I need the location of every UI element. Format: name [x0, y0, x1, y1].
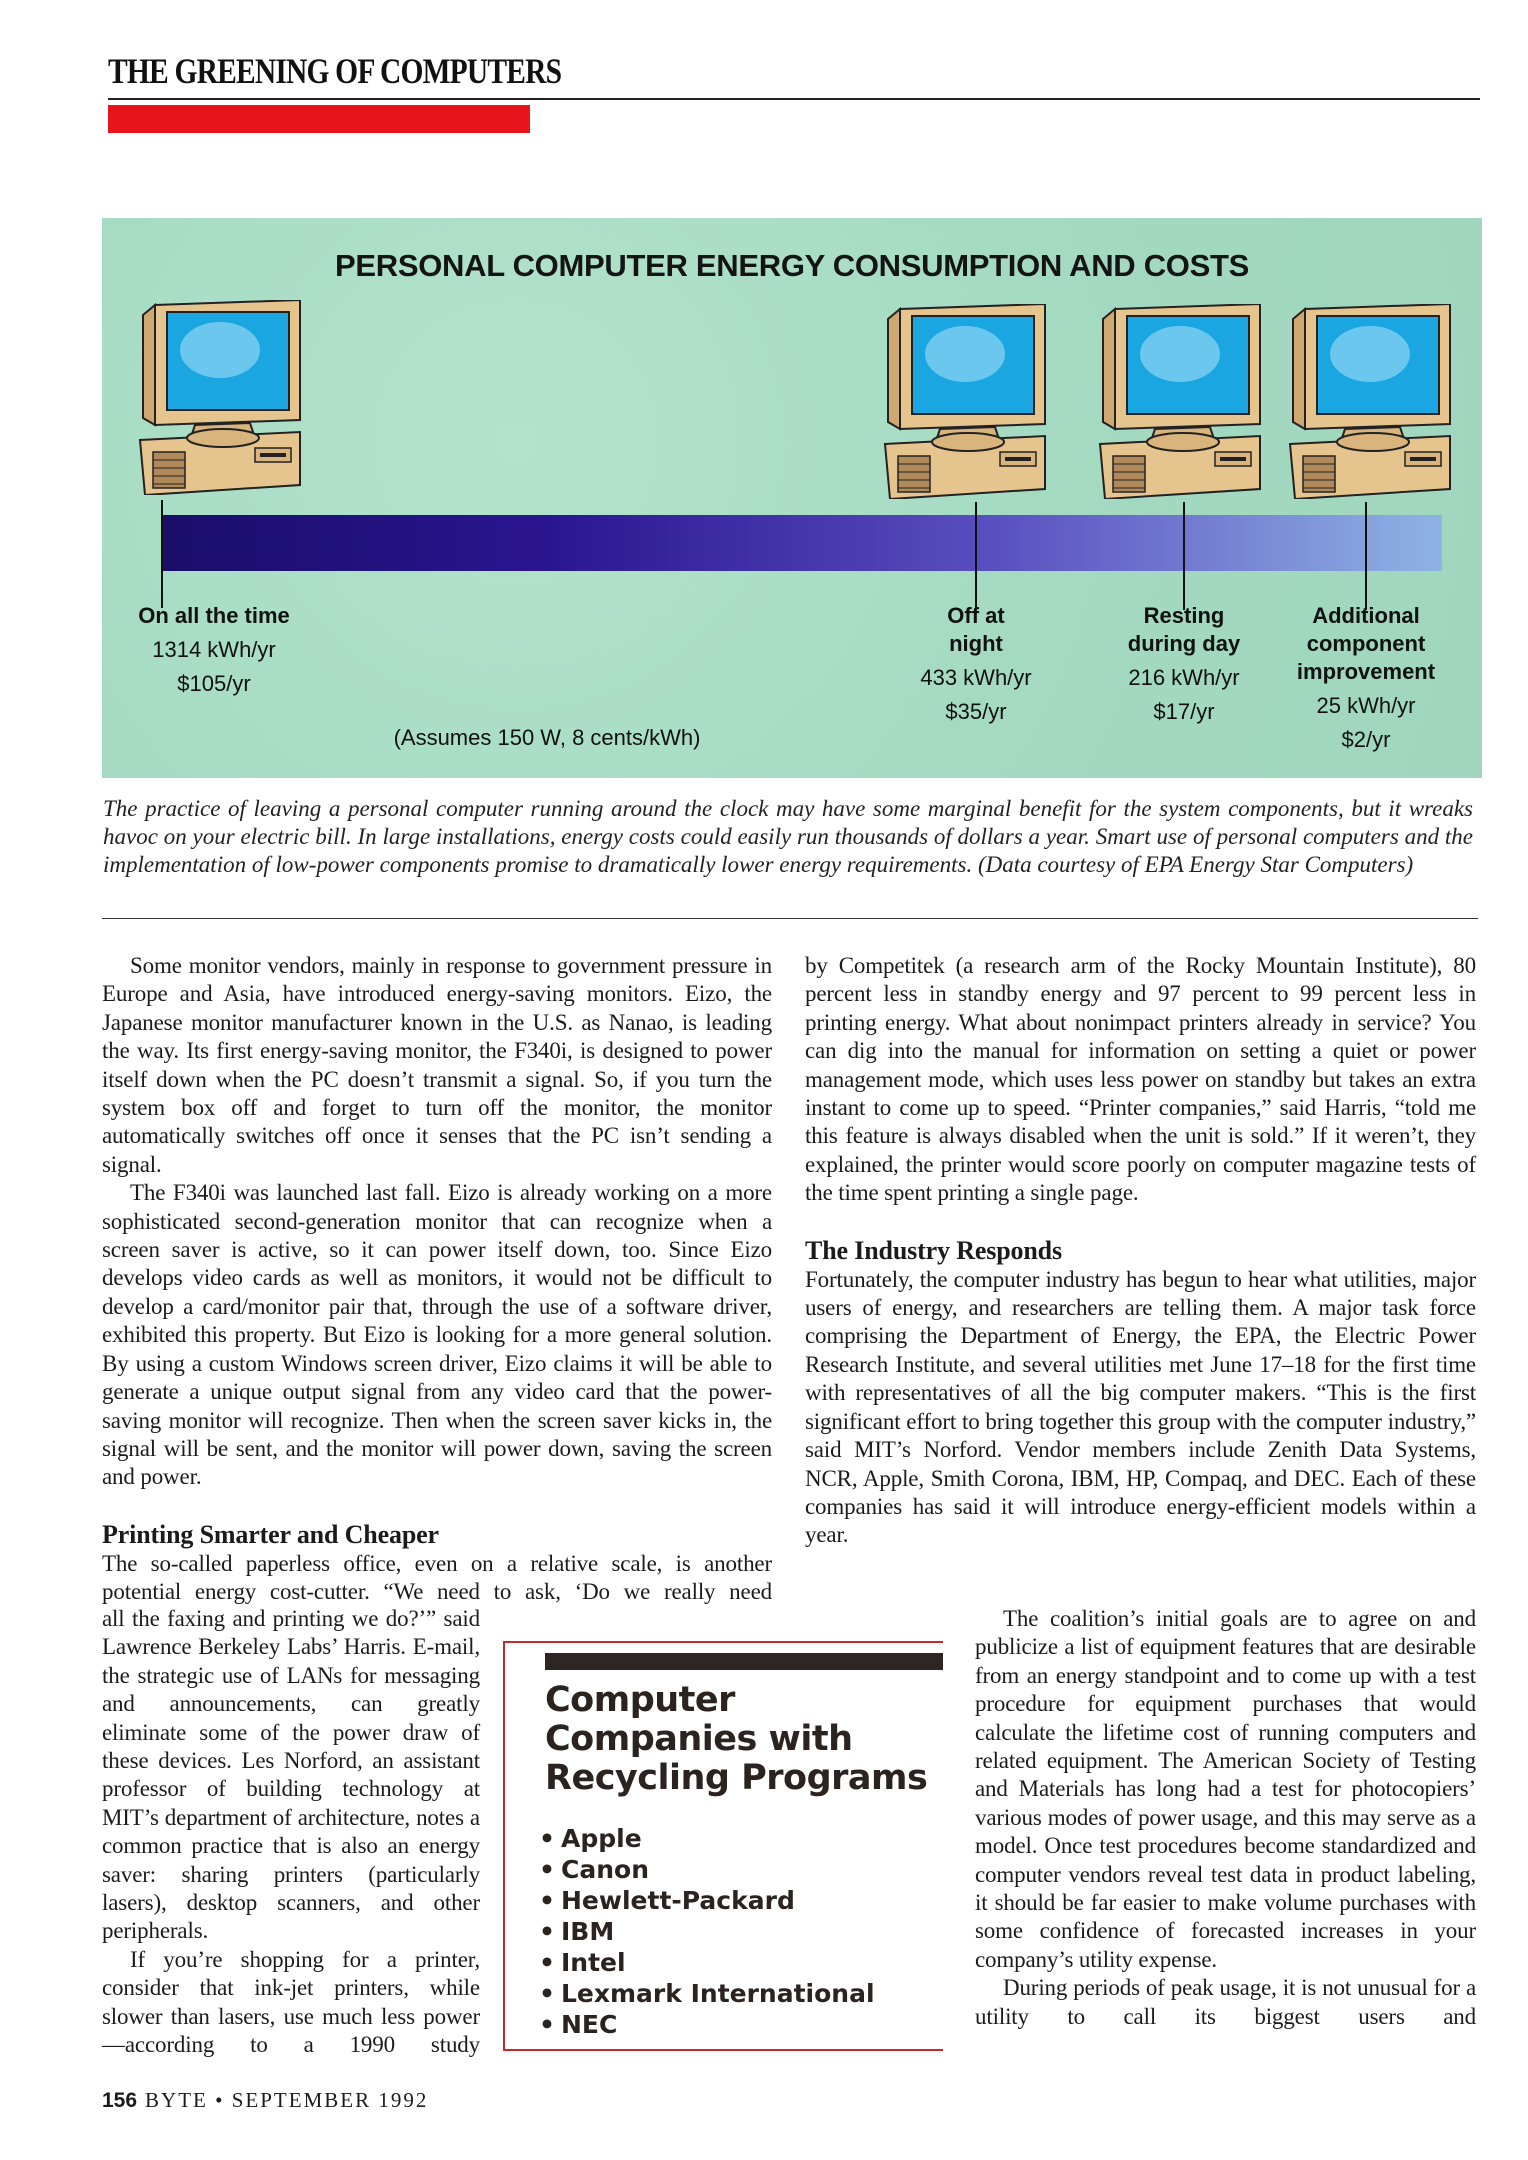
scenario-label: Additional component improvement: [1296, 603, 1436, 684]
publication-info: BYTE • SEPTEMBER 1992: [145, 2088, 429, 2112]
scenario-label: Resting during day: [1127, 603, 1241, 656]
scenario-off-at-night: [911, 602, 1041, 726]
computer-icon: [1095, 304, 1265, 499]
list-item: • Intel: [539, 1947, 875, 1978]
scenario-additional: [1286, 602, 1446, 754]
left-column-narrow: [102, 1605, 480, 2060]
list-item: • Hewlett-Packard: [539, 1885, 875, 1916]
section-heading: Printing Smarter and Cheaper: [102, 1519, 439, 1549]
scenario-resting: [1114, 602, 1254, 726]
scenario-cost: $105/yr: [177, 671, 251, 696]
paragraph: by Competitek (a research arm of the Rocky Mountain Institute), 80 percent less in standby energy and 97 percent to 99 percent less in printing energy. What about nonimpact printers already in service? You can dig into the manual for information on setting a quiet or power management mode, which uses less power on standby but takes an extra instant to come up to speed. “Printer companies,” said Harris, “told me this feature is always disabled when the unit is sold.” If it weren’t, they explained, the printer would score poorly on computer magazine tests of the time spent printing a single page.: [805, 953, 1476, 1206]
list-item: • Lexmark International: [539, 1978, 875, 2009]
sidebar-top-bar: [545, 1653, 943, 1670]
list-item: • Apple: [539, 1823, 875, 1854]
computer-icon: [1285, 304, 1455, 499]
paragraph: The so-called paperless office, even on a relative scale, is another potential energy cost-cutter. “We need to ask, ‘Do we really need: [102, 1550, 772, 1605]
list-item: • NEC: [539, 2009, 875, 2040]
scenario-cost: $35/yr: [945, 699, 1007, 724]
paragraph: The F340i was launched last fall. Eizo is already working on a more sophisticated second-generation monitor that can recognize when a screen saver is active, so it can power itself down, too. Since Eizo develops video cards as well as monitors, it would not be difficult to develop a card/monitor pair that, through the use of a software driver, exhibited this property. But Eizo is looking for a more general solution. By using a custom Windows screen driver, Eizo claims it will be able to generate a unique output signal from any video card that the power-saving monitor will recognize. Then when the screen saver kicks in, the signal will be sent, and the monitor will power down, saving the screen and power.: [102, 1180, 772, 1490]
red-accent-bar: [108, 105, 530, 133]
paragraph: If you’re shopping for a printer, consider that ink-jet printers, while slower than lasers, use much less power—according to a 1990 study: [102, 1946, 480, 2058]
section-heading: The Industry Responds: [805, 1235, 1062, 1265]
energy-gradient-bar: [162, 515, 1442, 571]
paragraph: all the faxing and printing we do?’” said Lawrence Berkeley Labs’ Harris. E-mail, the strategic use of LANs for messaging and announcements, can greatly eliminate some of the power draw of these devices. Les Norford, an assistant professor of building technology at MIT’s department of architecture, notes a common practice that is also an energy saver: sharing printers (particularly lasers), desktop scanners, and other peripherals.: [102, 1606, 480, 1944]
computer-icon: [880, 304, 1050, 499]
scenario-on-all-time: [134, 602, 294, 698]
scenario-label: On all the time: [138, 603, 290, 628]
tick-line: [975, 502, 977, 610]
company-list: [539, 1823, 875, 2040]
tick-line: [1183, 502, 1185, 610]
paragraph: The coalition’s initial goals are to agree on and publicize a list of equipment features that are desirable from an energy standpoint and to come up with a test procedure for equipment purchases that would calculate the lifetime cost of running computers and related equipment. The American Society of Testing and Materials has long had a test for photocopiers’ various modes of power usage, and this may serve as a model. Once test procedures become standardized and computer vendors reveal test data in product labeling, it should be far easier to make volume purchases with some confidence of forecasted increases in your company’s utility expense.: [975, 1606, 1476, 1972]
assumptions-note: (Assumes 150 W, 8 cents/kWh): [393, 725, 701, 750]
paragraph: During periods of peak usage, it is not unusual for a utility to call its biggest users and: [975, 1975, 1476, 2029]
running-head: THE GREENING OF COMPUTERS: [108, 51, 562, 91]
scenario-energy: 25 kWh/yr: [1316, 693, 1416, 718]
paragraph: Some monitor vendors, mainly in response to government pressure in Europe and Asia, have introduced energy-saving monitors. Eizo, the Japanese monitor manufacturer known in the U.S. as Nanao, is leading the way. Its first energy-saving monitor, the F340i, is designed to power itself down when the PC doesn’t transmit a signal. So, if you turn the system box off and forget to turn off the monitor, the monitor automatically switches off once it senses that the PC isn’t sending a signal.: [102, 953, 772, 1177]
scenario-label: Off at night: [947, 603, 1005, 656]
scenario-energy: 433 kWh/yr: [920, 665, 1032, 690]
energy-graphic: [102, 218, 1482, 778]
list-item: • Canon: [539, 1854, 875, 1885]
right-column: [805, 952, 1476, 1550]
sidebar-title: Computer Companies with Recycling Programs: [545, 1680, 928, 1798]
paragraph: Fortunately, the computer industry has begun to hear what utilities, major users of energy, and researchers are telling them. A major task force comprising the Department of Energy, the EPA, the Electric Power Research Institute, and several utilities met June 17–18 for the first time with representatives of all the big computer makers. “This is the first significant effort to bring together this group with the computer industry,” said MIT’s Norford. Vendor members include Zenith Data Systems, NCR, Apple, Smith Corona, IBM, HP, Compaq, and DEC. Each of these companies has said it will introduce energy-efficient models within a year.: [805, 1266, 1476, 1548]
computer-icon: [135, 300, 305, 495]
right-column-narrow: [975, 1605, 1476, 2031]
scenario-energy: 1314 kWh/yr: [152, 637, 276, 662]
list-item: • IBM: [539, 1916, 875, 1947]
scenario-cost: $2/yr: [1341, 727, 1391, 752]
scenario-cost: $17/yr: [1153, 699, 1215, 724]
figure-caption: The practice of leaving a personal computer running around the clock may have some marginal benefit for the system components, but it wreaks havoc on your electric bill. In large installations, energy costs could easily run thousands of dollars a year. Smart use of personal computers and the implementation of low-power components promise to dramatically lower energy requirements. (Data courtesy of EPA Energy Star Computers): [103, 796, 1473, 877]
caption-rule: [102, 918, 1478, 919]
recycling-sidebar: [503, 1641, 943, 2051]
graphic-title: PERSONAL COMPUTER ENERGY CONSUMPTION AND COSTS: [335, 248, 1249, 283]
tick-line: [1365, 502, 1367, 610]
page-footer: [102, 2088, 428, 2113]
left-column: [102, 952, 772, 1607]
header-rule: [108, 98, 1480, 100]
tick-line: [161, 500, 163, 608]
scenario-energy: 216 kWh/yr: [1128, 665, 1240, 690]
page-number: 156: [102, 2089, 138, 2112]
